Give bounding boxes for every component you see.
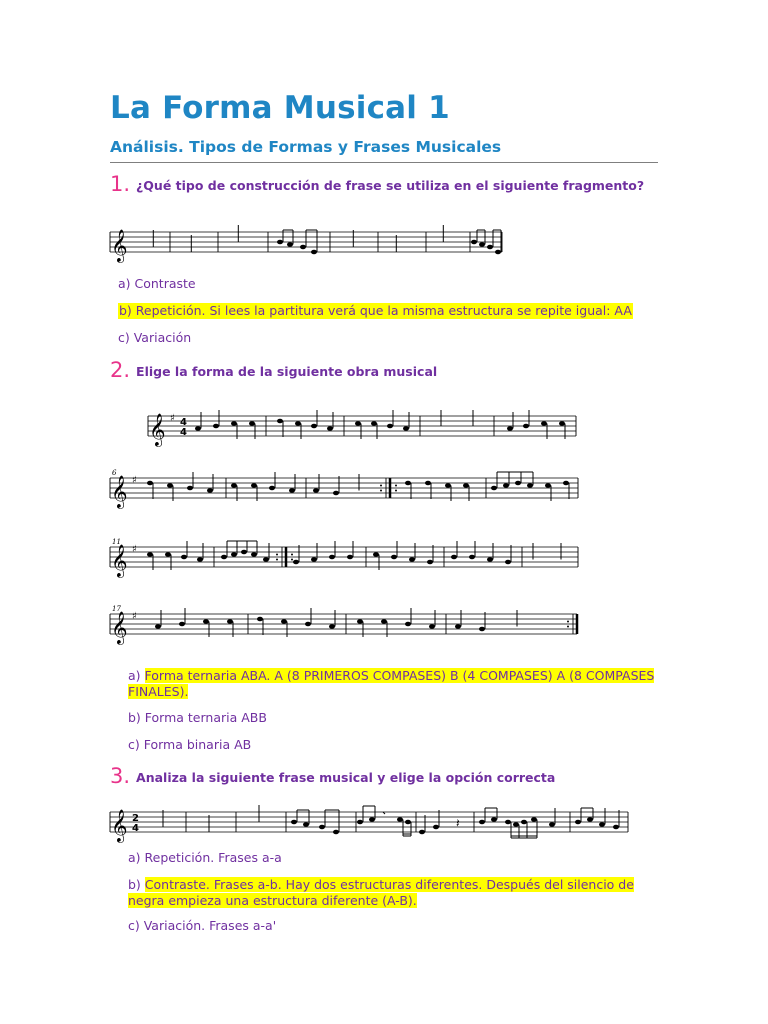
- page-subtitle: Análisis. Tipos de Formas y Frases Musicales: [110, 138, 502, 156]
- notes: [155, 608, 569, 637]
- treble-clef-icon: 𝄞: [111, 611, 128, 644]
- option-2b[interactable]: b) Forma ternaria ABB: [128, 710, 267, 725]
- time-signature-top: 4: [180, 417, 187, 428]
- question-number: 3.: [110, 764, 131, 788]
- divider: [110, 162, 658, 163]
- option-1c[interactable]: c) Variación: [118, 330, 192, 345]
- option-text: Contraste. Frases a-b. Hay dos estructuras diferentes. Después del silencio de negra empieza una estructura diferente (A-B).: [128, 877, 634, 908]
- option-1b-correct[interactable]: b) Repetición. Si lees la partitura verá que la misma estructura se repite igual: AA: [119, 303, 632, 318]
- option-3b-correct[interactable]: [128, 877, 664, 909]
- notes: [157, 805, 619, 838]
- option-1a[interactable]: a) Contraste: [118, 276, 196, 291]
- treble-clef-icon: 𝄞: [111, 229, 128, 262]
- time-signature-top: 2: [132, 813, 139, 824]
- staff-lines: [148, 416, 576, 436]
- score-q1: [110, 222, 510, 264]
- treble-clef-icon: 𝄞: [149, 413, 166, 446]
- svg-text:𝄽: 𝄽: [456, 816, 460, 830]
- option-3c[interactable]: c) Variación. Frases a-a': [128, 918, 277, 933]
- question-3: [110, 764, 670, 788]
- option-2a-correct[interactable]: [128, 668, 668, 700]
- sharp-icon: ♯: [132, 611, 137, 622]
- question-text: Analiza la siguiente frase musical y elige la opción correcta: [136, 770, 556, 785]
- question-text: Elige la forma de la siguiente obra musical: [136, 364, 438, 379]
- option-3a[interactable]: a) Repetición. Frases a-a: [128, 850, 282, 865]
- sharp-icon: ♯: [132, 475, 137, 486]
- question-1: [110, 172, 670, 196]
- question-number: 2.: [110, 358, 131, 382]
- staff-lines: [110, 812, 628, 832]
- option-2c[interactable]: c) Forma binaria AB: [128, 737, 252, 752]
- treble-clef-icon: 𝄞: [111, 809, 128, 842]
- question-number: 1.: [110, 172, 131, 196]
- sharp-icon: ♯: [170, 413, 175, 424]
- treble-clef-icon: 𝄞: [111, 544, 128, 577]
- treble-clef-icon: 𝄞: [111, 475, 128, 508]
- score-q2-system-1: [148, 406, 578, 446]
- measure-number: 11: [112, 538, 121, 546]
- time-signature-bottom: 4: [132, 823, 139, 834]
- time-signature-bottom: 4: [180, 427, 187, 438]
- option-prefix: a): [128, 668, 145, 683]
- notes: [147, 472, 569, 501]
- measure-number: 17: [112, 605, 121, 613]
- page-title: La Forma Musical 1: [110, 90, 450, 126]
- question-text: ¿Qué tipo de construcción de frase se utiliza en el siguiente fragmento?: [136, 178, 645, 193]
- notes: [195, 410, 565, 439]
- staff-lines: [110, 478, 578, 498]
- score-q2-system-4: [110, 604, 580, 644]
- notes: [147, 541, 561, 570]
- measure-number: 6: [112, 469, 117, 477]
- score-q2-system-3: [110, 537, 580, 577]
- score-q2-system-2: [110, 468, 580, 508]
- notes: [147, 225, 501, 255]
- question-2: [110, 358, 670, 382]
- sharp-icon: ♯: [132, 544, 137, 555]
- option-prefix: b): [128, 877, 145, 892]
- score-q3: [110, 800, 630, 842]
- option-text: Forma ternaria ABA. A (8 PRIMEROS COMPASES) B (4 COMPASES) A (8 COMPASES FINALES).: [128, 668, 655, 699]
